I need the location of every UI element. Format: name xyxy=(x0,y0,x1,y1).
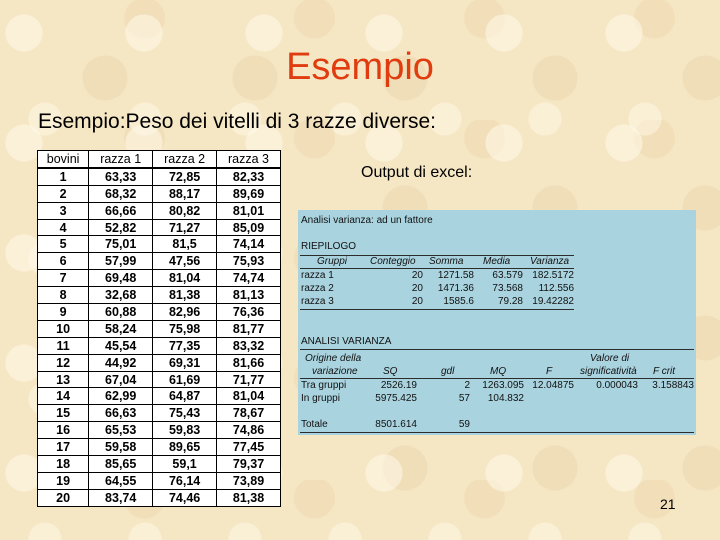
weight-cell: 57,99 xyxy=(89,253,153,270)
anova-source-cell: In gruppi xyxy=(301,393,340,404)
anova-rule-top xyxy=(300,349,694,350)
table-row xyxy=(38,202,281,219)
weight-cell: 59,58 xyxy=(89,439,153,456)
weight-cell: 81,5 xyxy=(153,236,217,253)
anova-value-cell: 1263.095 xyxy=(482,380,524,391)
row-index-cell: 12 xyxy=(38,354,89,371)
summary-header: Somma xyxy=(429,256,464,267)
anova-header: F xyxy=(546,366,553,377)
summary-header: Varianza xyxy=(530,256,570,267)
slide-title: Esempio xyxy=(286,46,434,88)
slide-subtitle: Esempio:Peso dei vitelli di 3 razze diverse: xyxy=(38,110,437,133)
table-row xyxy=(38,236,281,253)
summary-header: Media xyxy=(483,256,511,267)
weight-cell: 81,66 xyxy=(217,354,281,371)
excel-anova-output xyxy=(298,210,696,435)
table-row xyxy=(38,168,281,185)
table-row xyxy=(38,185,281,202)
table-row xyxy=(38,304,281,321)
weight-cell: 81,38 xyxy=(153,287,217,304)
table-row xyxy=(38,337,281,354)
weight-cell: 81,01 xyxy=(217,202,281,219)
weight-cell: 74,74 xyxy=(217,270,281,287)
row-index-cell: 8 xyxy=(38,287,89,304)
weight-cell: 69,31 xyxy=(153,354,217,371)
weight-cell: 45,54 xyxy=(89,337,153,354)
anova-header: Valore di xyxy=(590,353,630,364)
anova-total-sq: 8501.614 xyxy=(375,419,417,430)
row-index-cell: 7 xyxy=(38,270,89,287)
weight-cell: 81,77 xyxy=(217,320,281,337)
weight-cell: 85,65 xyxy=(89,456,153,473)
summary-title: RIEPILOGO xyxy=(301,241,357,252)
column-header: razza 3 xyxy=(217,151,281,168)
table-header-row xyxy=(38,151,281,168)
anova-total-gdl: 59 xyxy=(458,419,470,430)
anova-header: significatività xyxy=(580,366,637,377)
weight-cell: 73,89 xyxy=(217,472,281,489)
summary-count-cell: 20 xyxy=(411,296,423,307)
table-row xyxy=(38,354,281,371)
anova-header: variazione xyxy=(312,366,358,377)
summary-variance-cell: 112.556 xyxy=(538,283,574,294)
weight-cell: 66,63 xyxy=(89,405,153,422)
table-row xyxy=(38,456,281,473)
page-number: 21 xyxy=(660,496,676,512)
anova-value-cell: 12.04875 xyxy=(532,380,574,391)
summary-mean-cell: 63.579 xyxy=(492,270,523,281)
weight-cell: 59,83 xyxy=(153,422,217,439)
summary-header: Conteggio xyxy=(370,256,416,267)
excel-output-label: Output di excel: xyxy=(361,164,473,181)
weight-cell: 65,53 xyxy=(89,422,153,439)
anova-header: gdl xyxy=(441,366,455,377)
summary-sum-cell: 1585.6 xyxy=(443,296,474,307)
row-index-cell: 15 xyxy=(38,405,89,422)
anova-value-cell: 5975.425 xyxy=(375,393,417,404)
weight-cell: 81,04 xyxy=(153,270,217,287)
weight-cell: 61,69 xyxy=(153,371,217,388)
summary-count-cell: 20 xyxy=(411,283,423,294)
anova-header: F crit xyxy=(653,366,676,377)
summary-variance-cell: 19.42282 xyxy=(532,296,574,307)
table-row xyxy=(38,287,281,304)
anova-value-cell: 2 xyxy=(464,380,470,391)
weight-cell: 47,56 xyxy=(153,253,217,270)
weight-cell: 64,55 xyxy=(89,472,153,489)
weight-cell: 81,04 xyxy=(217,388,281,405)
anova-value-cell: 3.158843 xyxy=(652,380,694,391)
table-row xyxy=(38,472,281,489)
weight-cell: 82,33 xyxy=(217,168,281,185)
weight-cell: 75,93 xyxy=(217,253,281,270)
column-header: razza 2 xyxy=(153,151,217,168)
anova-value-cell: 0.000043 xyxy=(596,380,638,391)
anova-title: ANALISI VARIANZA xyxy=(301,336,392,347)
weight-cell: 71,77 xyxy=(217,371,281,388)
anova-source-cell: Tra gruppi xyxy=(301,380,347,391)
row-index-cell: 13 xyxy=(38,371,89,388)
anova-header: SQ xyxy=(383,366,398,377)
weight-cell: 52,82 xyxy=(89,219,153,236)
table-row xyxy=(38,388,281,405)
weight-cell: 69,48 xyxy=(89,270,153,287)
row-index-cell: 11 xyxy=(38,337,89,354)
row-index-cell: 3 xyxy=(38,202,89,219)
summary-sum-cell: 1471.36 xyxy=(437,283,474,294)
weight-cell: 81,38 xyxy=(217,489,281,506)
weight-cell: 68,32 xyxy=(89,185,153,202)
calf-weight-table xyxy=(37,150,281,507)
summary-rule-mid xyxy=(300,268,574,269)
row-index-cell: 9 xyxy=(38,304,89,321)
weight-cell: 66,66 xyxy=(89,202,153,219)
row-index-cell: 17 xyxy=(38,439,89,456)
summary-group-cell: razza 3 xyxy=(301,296,334,307)
summary-mean-cell: 73.568 xyxy=(492,283,523,294)
weight-cell: 67,04 xyxy=(89,371,153,388)
anova-total-label: Totale xyxy=(301,419,328,430)
anova-header: Origine della xyxy=(305,353,362,364)
weight-cell: 77,45 xyxy=(217,439,281,456)
weight-cell: 44,92 xyxy=(89,354,153,371)
weight-cell: 32,68 xyxy=(89,287,153,304)
weight-cell: 74,46 xyxy=(153,489,217,506)
table-row xyxy=(38,422,281,439)
row-index-cell: 14 xyxy=(38,388,89,405)
row-index-cell: 6 xyxy=(38,253,89,270)
row-index-cell: 16 xyxy=(38,422,89,439)
weight-cell: 59,1 xyxy=(153,456,217,473)
weight-cell: 80,82 xyxy=(153,202,217,219)
summary-count-cell: 20 xyxy=(411,270,423,281)
weight-cell: 79,37 xyxy=(217,456,281,473)
summary-mean-cell: 79.28 xyxy=(497,296,523,307)
weight-cell: 74,14 xyxy=(217,236,281,253)
weight-cell: 82,96 xyxy=(153,304,217,321)
anova-rule-mid xyxy=(300,378,694,379)
weight-cell: 74,86 xyxy=(217,422,281,439)
weight-cell: 81,13 xyxy=(217,287,281,304)
weight-cell: 85,09 xyxy=(217,219,281,236)
weight-cell: 76,36 xyxy=(217,304,281,321)
table-row xyxy=(38,253,281,270)
summary-header: Gruppi xyxy=(317,256,348,267)
summary-variance-cell: 182.5172 xyxy=(532,270,574,281)
weight-cell: 83,32 xyxy=(217,337,281,354)
summary-group-cell: razza 1 xyxy=(301,270,334,281)
table-row xyxy=(38,371,281,388)
row-index-cell: 4 xyxy=(38,219,89,236)
weight-cell: 76,14 xyxy=(153,472,217,489)
weight-cell: 89,69 xyxy=(217,185,281,202)
weight-cell: 71,27 xyxy=(153,219,217,236)
weight-cell: 60,88 xyxy=(89,304,153,321)
weight-cell: 58,24 xyxy=(89,320,153,337)
table-row xyxy=(38,489,281,506)
table-body xyxy=(38,168,281,506)
row-index-cell: 2 xyxy=(38,185,89,202)
row-index-cell: 19 xyxy=(38,472,89,489)
row-index-cell: 18 xyxy=(38,456,89,473)
row-index-cell: 1 xyxy=(38,168,89,185)
summary-rule-bottom xyxy=(300,309,574,310)
weight-cell: 88,17 xyxy=(153,185,217,202)
weight-cell: 75,01 xyxy=(89,236,153,253)
anova-value-cell: 57 xyxy=(458,393,470,404)
anova-value-cell: 2526.19 xyxy=(380,380,417,391)
weight-cell: 75,98 xyxy=(153,320,217,337)
weight-cell: 63,33 xyxy=(89,168,153,185)
anova-value-cell: 104.832 xyxy=(487,393,524,404)
summary-sum-cell: 1271.58 xyxy=(437,270,474,281)
weight-cell: 72,85 xyxy=(153,168,217,185)
weight-cell: 77,35 xyxy=(153,337,217,354)
table-row xyxy=(38,320,281,337)
weight-cell: 62,99 xyxy=(89,388,153,405)
row-index-cell: 5 xyxy=(38,236,89,253)
weight-cell: 89,65 xyxy=(153,439,217,456)
anova-heading: Analisi varianza: ad un fattore xyxy=(301,215,433,226)
table-row xyxy=(38,219,281,236)
weight-cell: 83,74 xyxy=(89,489,153,506)
table-row xyxy=(38,405,281,422)
anova-rule-bottom xyxy=(300,432,694,433)
row-index-cell: 10 xyxy=(38,320,89,337)
column-header: bovini xyxy=(38,151,89,168)
row-index-cell: 20 xyxy=(38,489,89,506)
weight-cell: 78,67 xyxy=(217,405,281,422)
anova-header: MQ xyxy=(490,366,507,377)
summary-group-cell: razza 2 xyxy=(301,283,334,294)
table-row xyxy=(38,270,281,287)
column-header: razza 1 xyxy=(89,151,153,168)
table-row xyxy=(38,439,281,456)
weight-cell: 64,87 xyxy=(153,388,217,405)
weight-cell: 75,43 xyxy=(153,405,217,422)
